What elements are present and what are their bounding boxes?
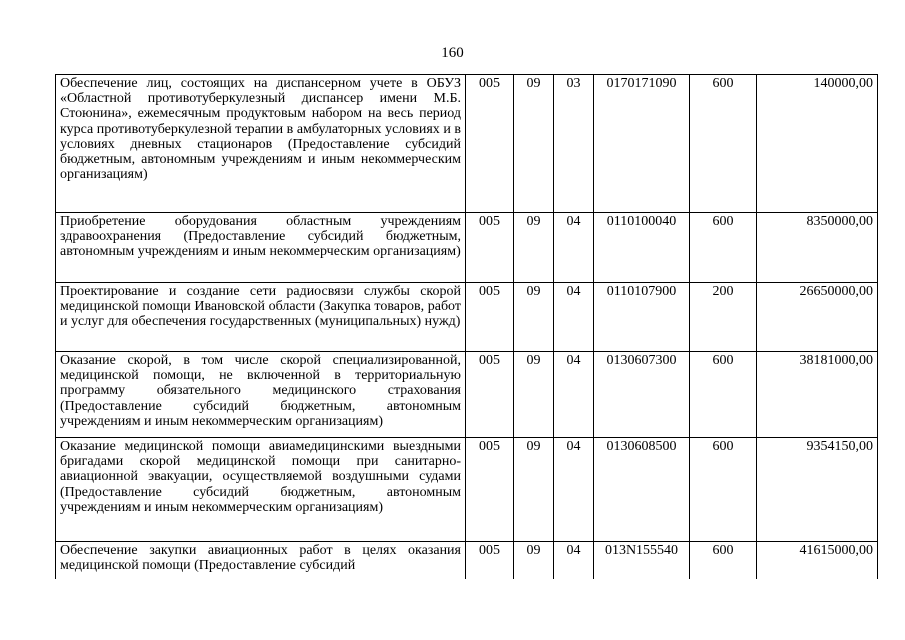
section-code: 09 xyxy=(514,352,554,438)
ministry-code: 005 xyxy=(466,438,514,542)
amount: 41615000,00 xyxy=(757,542,878,579)
target-article-code: 0110107900 xyxy=(594,283,690,352)
expense-type-code: 600 xyxy=(690,542,757,579)
table-row xyxy=(56,213,878,283)
row-description: Оказание скорой, в том числе скорой специализированной, медицинской помощи, не включенной в территориальную программу обязательного медицинского страхования (Предоставление субсидий бюджетным, автономным учреждениям и иным некоммерческим организациям) xyxy=(56,352,466,438)
subsection-code: 04 xyxy=(554,438,594,542)
ministry-code: 005 xyxy=(466,213,514,283)
table-row xyxy=(56,352,878,438)
section-code: 09 xyxy=(514,283,554,352)
amount: 140000,00 xyxy=(757,75,878,213)
table-row xyxy=(56,542,878,579)
ministry-code: 005 xyxy=(466,283,514,352)
subsection-code: 03 xyxy=(554,75,594,213)
expense-type-code: 600 xyxy=(690,352,757,438)
ministry-code: 005 xyxy=(466,352,514,438)
ministry-code: 005 xyxy=(466,542,514,579)
expense-type-code: 200 xyxy=(690,283,757,352)
row-description: Обеспечение лиц, состоящих на диспансерном учете в ОБУЗ «Областной противотуберкулезный диспансер имени М.Б. Стоюнина», ежемесячным продуктовым набором на весь период курса противотуберкулезной терапии в амбулаторных условиях и в условиях дневных стационаров (Предоставление субсидий бюджетным, автономным учреждениям и иным некоммерческим организациям) xyxy=(56,75,466,213)
row-description: Проектирование и создание сети радиосвязи службы скорой медицинской помощи Ивановской области (Закупка товаров, работ и услуг для обеспечения государственных (муниципальных) нужд) xyxy=(56,283,466,352)
expense-type-code: 600 xyxy=(690,438,757,542)
amount: 9354150,00 xyxy=(757,438,878,542)
subsection-code: 04 xyxy=(554,213,594,283)
ministry-code: 005 xyxy=(466,75,514,213)
row-description: Оказание медицинской помощи авиамедицинскими выездными бригадами скорой медицинской помощи при санитарно-авиационной эвакуации, осуществляемой воздушными судами (Предоставление субсидий бюджетным, автономным учреждениям и иным некоммерческим организациям) xyxy=(56,438,466,542)
target-article-code: 0170171090 xyxy=(594,75,690,213)
subsection-code: 04 xyxy=(554,352,594,438)
target-article-code: 0130608500 xyxy=(594,438,690,542)
budget-table xyxy=(55,74,878,579)
table-row xyxy=(56,75,878,213)
amount: 38181000,00 xyxy=(757,352,878,438)
expense-type-code: 600 xyxy=(690,213,757,283)
section-code: 09 xyxy=(514,213,554,283)
row-description: Приобретение оборудования областным учреждениям здравоохранения (Предоставление субсидий бюджетным, автономным учреждениям и иным некоммерческим организациям) xyxy=(56,213,466,283)
row-description: Обеспечение закупки авиационных работ в целях оказания медицинской помощи (Предоставление субсидий xyxy=(56,542,466,579)
subsection-code: 04 xyxy=(554,542,594,579)
expense-type-code: 600 xyxy=(690,75,757,213)
amount: 8350000,00 xyxy=(757,213,878,283)
target-article-code: 0110100040 xyxy=(594,213,690,283)
amount: 26650000,00 xyxy=(757,283,878,352)
section-code: 09 xyxy=(514,75,554,213)
subsection-code: 04 xyxy=(554,283,594,352)
page-number: 160 xyxy=(441,45,464,61)
section-code: 09 xyxy=(514,542,554,579)
section-code: 09 xyxy=(514,438,554,542)
table-row xyxy=(56,283,878,352)
target-article-code: 013N155540 xyxy=(594,542,690,579)
target-article-code: 0130607300 xyxy=(594,352,690,438)
table-row xyxy=(56,438,878,542)
